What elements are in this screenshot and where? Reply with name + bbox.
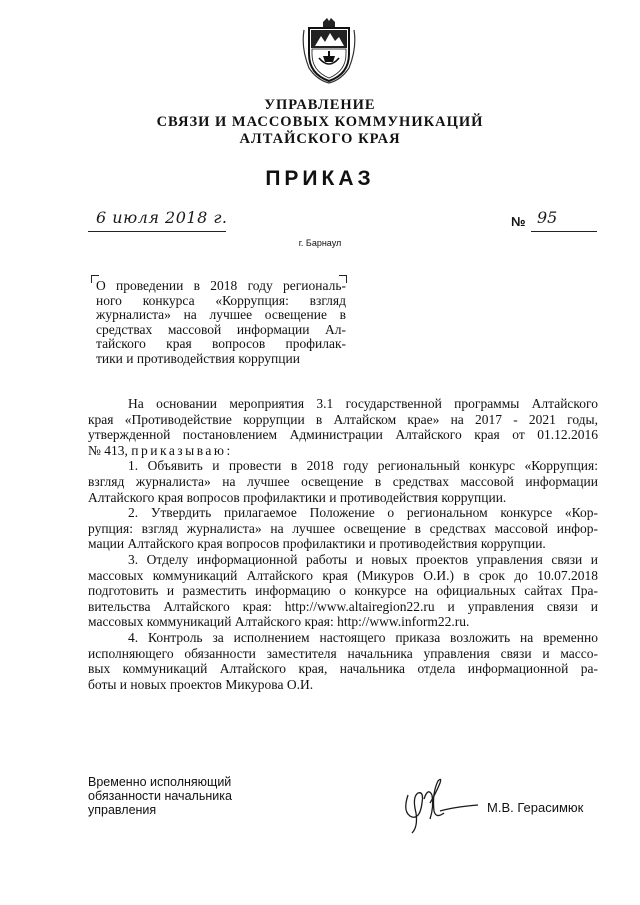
number-underline	[531, 231, 597, 232]
org-name-line-3: АЛТАЙСКОГО КРАЯ	[239, 131, 401, 147]
org-name-line-1: УПРАВЛЕНИЕ	[264, 97, 376, 113]
date-underline	[88, 231, 226, 232]
preamble-line: № 413,	[88, 442, 128, 458]
position-line: управления	[88, 803, 157, 817]
order-number-label: №	[511, 214, 526, 229]
subject-line: О проведении в 2018 году региональ-	[96, 278, 346, 293]
preamble-line: На основании мероприятия 3.1 государственной программы Алтайского	[128, 396, 598, 411]
item-3-line: подготовить и разместить информацию о конкурсе на официальных сайтах Пра-	[88, 583, 598, 599]
order-body	[88, 396, 598, 692]
order-subject	[96, 279, 346, 367]
item-1-line: Алтайского края вопросов профилактики и противодействия коррупции.	[88, 489, 507, 505]
item-4-line: вых коммуникаций Алтайского края, начальника отдела информационной ра-	[88, 661, 598, 677]
signatory-position	[88, 775, 232, 817]
item-3-line: массовых коммуникаций Алтайского края (Микуров О.И.) в срок до 10.07.2018	[88, 567, 598, 583]
position-line: обязанности начальника	[88, 789, 232, 803]
handwritten-date: 6 июля 2018 г.	[96, 208, 228, 227]
item-2-line: рупция: взгляд журналиста» на лучшее освещение в средствах массовой инфор-	[88, 520, 598, 536]
item-1-line: взгляд журналиста» на лучшее освещение в средствах массовой информации	[88, 473, 598, 489]
city-label: г. Барнаул	[298, 238, 342, 248]
item-1-line: 1. Объявить и провести в 2018 году региональный конкурс «Коррупция:	[128, 458, 598, 474]
preamble-keyword: приказываю:	[131, 442, 233, 458]
coat-of-arms-emblem	[301, 18, 357, 84]
handwritten-signature	[398, 773, 480, 835]
document-type-title: ПРИКАЗ	[265, 167, 375, 190]
item-2-line: мации Алтайского края вопросов профилактики и противодействия коррупции.	[88, 536, 546, 552]
preamble-last-line	[88, 443, 598, 459]
handwritten-order-number: 95	[537, 208, 558, 227]
subject-line: средствах массовой информации Ал-	[96, 321, 346, 337]
item-3-line: вительства Алтайского края: http://www.altairegion22.ru и управления связи и	[88, 598, 598, 614]
item-4-line: 4. Контроль за исполнением настоящего приказа возложить на временно	[128, 629, 598, 645]
subject-line: тики и противодействия коррупции	[96, 350, 300, 366]
subject-line: тайского края вопросов профилак-	[96, 336, 346, 352]
item-2-line: 2. Утвердить прилагаемое Положение о региональном конкурсе «Кор-	[128, 505, 598, 521]
org-name-line-2: СВЯЗИ И МАССОВЫХ КОММУНИКАЦИЙ	[156, 114, 484, 130]
item-3-line: 3. Отделу информационной работы и новых проектов управления связи и	[128, 551, 598, 567]
subject-line: ного конкурса «Коррупция: взгляд	[96, 292, 346, 308]
item-4-line: боты и новых проектов Микурова О.И.	[88, 676, 314, 692]
item-4-line: исполняющего обязанности заместителя начальника управления связи и массо-	[88, 645, 598, 661]
preamble-line: утвержденной постановлением Администрации Алтайского края от 01.12.2016	[88, 427, 598, 443]
preamble-line: края «Противодействие коррупции в Алтайском крае» на 2017 - 2021 годы,	[88, 411, 598, 427]
item-3-line: массовых коммуникаций Алтайского края: http://www.inform22.ru.	[88, 614, 470, 630]
subject-line: журналиста» на лучшее освещение в	[96, 307, 346, 323]
signer-name: М.В. Герасимюк	[487, 800, 584, 815]
position-line: Временно исполняющий	[88, 775, 232, 789]
